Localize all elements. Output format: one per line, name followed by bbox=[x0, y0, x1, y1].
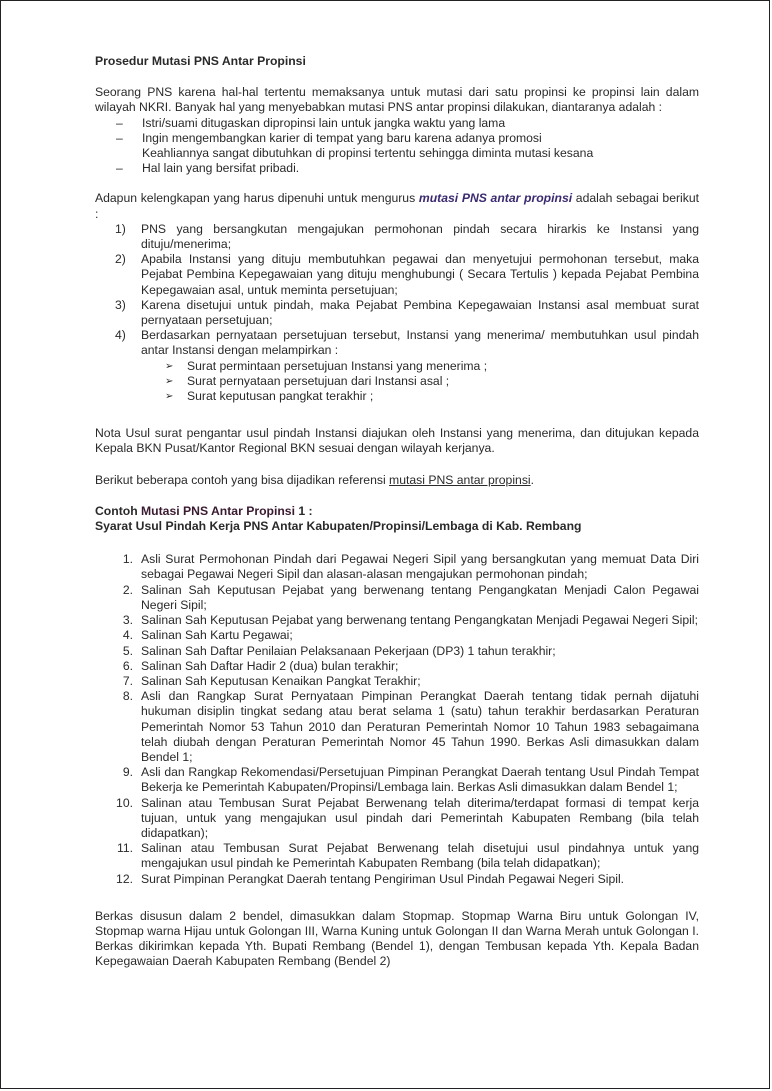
dash-bullet: – bbox=[116, 161, 123, 176]
arrow-bullet-icon: ➢ bbox=[165, 375, 174, 387]
list-item-text: Asli dan Rangkap Surat Pernyataan Pimpinan Perangkat Daerah tentang tidak pernah dijatuhi hukuman disiplin tingkat sedang atau berat selama 1 (satu) tahun terakhir berdasarkan Peraturan Pemerintah Nomor 53 Tahun 2010 dan Peraturan Pemerintah Nomor 10 Tahun 1983 sebagaimana telah diubah dengan Peraturan Pemerintah Nomor 45 Tahun 1990. Berkas Asli dimasukkan dalam Bendel 1; bbox=[141, 689, 699, 764]
list-item bbox=[115, 628, 699, 643]
step-number: 4) bbox=[115, 328, 126, 343]
item-number: 7. bbox=[122, 673, 133, 688]
list-item bbox=[165, 374, 699, 389]
list-item-text: Salinan atau Tembusan Surat Pejabat Berwenang telah disetujui usul pindahnya untuk yang mengajukan usul pindah ke Pemerintah Kabupaten Rembang (bila telah didapatkan); bbox=[141, 841, 699, 871]
syarat-title: Syarat Usul Pindah Kerja PNS Antar Kabupaten/Propinsi/Lembaga di Kab. Rembang bbox=[95, 519, 582, 534]
reasons-list bbox=[95, 116, 699, 177]
list-item-text: Salinan Sah Daftar Hadir 2 (dua) bulan terakhir; bbox=[141, 658, 399, 673]
item-number: 10. bbox=[116, 795, 133, 810]
item-number: 5. bbox=[122, 643, 133, 658]
list-item bbox=[116, 161, 699, 176]
kelengkapan-text-end: adalah sebagai berikut : bbox=[95, 191, 700, 221]
list-item-text: Apabila Instansi yang dituju membutuhkan pegawai dan menyetujui permohonan tersebut, maka Pejabat Pembina Kepegawaian yang dituju menghubungi ( Secara Tertulis ) kepada Pejabat Pembina Kepegawaian asal, untuk meminta persetujuan; bbox=[141, 252, 699, 297]
list-item-text: Keahliannya sangat dibutuhkan di propinsi tertentu sehingga diminta mutasi kesana bbox=[142, 146, 594, 161]
item-number: 6. bbox=[122, 658, 133, 673]
attachments-list bbox=[95, 359, 699, 405]
list-item-text: Karena disetujui untuk pindah, maka Pejabat Pembina Kepegawaian Instansi asal membuat surat pernyataan persetujuan; bbox=[141, 297, 699, 328]
item-number: 12. bbox=[116, 871, 133, 886]
intro-paragraph: Seorang PNS karena hal-hal tertentu memaksanya untuk mutasi dari satu propinsi ke propinsi lain dalam wilayah NKRI. Banyak hal yang menyebabkan mutasi PNS antar propinsi dilakukan, diantaranya adalah : bbox=[95, 85, 699, 115]
step-number: 2) bbox=[115, 252, 126, 267]
contoh-prefix: Contoh bbox=[95, 503, 138, 518]
list-item-text: Ingin mengembangkan karier di tempat yang baru karena adanya promosi bbox=[142, 130, 542, 145]
step-number: 3) bbox=[115, 297, 126, 312]
list-item bbox=[115, 872, 699, 887]
list-item bbox=[115, 328, 699, 358]
item-number: 3. bbox=[122, 613, 133, 628]
steps-list bbox=[95, 222, 699, 359]
list-item bbox=[165, 359, 699, 374]
list-item-text: Surat pernyataan persetujuan dari Instansi asal ; bbox=[187, 373, 450, 388]
item-number: 11. bbox=[116, 841, 133, 856]
item-number: 1. bbox=[122, 552, 133, 567]
dash-bullet: – bbox=[116, 115, 123, 130]
closing-paragraph: Berkas disusun dalam 2 bendel, dimasukkan dalam Stopmap. Stopmap Warna Biru untuk Golongan IV, Stopmap warna Hijau untuk Golongan III, Warna Kuning untuk Golongan II dan Warna Merah untuk Golongan I. Berkas dikirimkan kepada Yth. Bupati Rembang (Bendel 1), dengan Tembusan kepada Yth. Kepala Badan Kepegawaian Daerah Kabupaten Rembang (Bendel 2) bbox=[95, 908, 699, 969]
list-item bbox=[115, 659, 699, 674]
list-item-text: Asli dan Rangkap Rekomendasi/Persetujuan Pimpinan Perangkat Daerah tentang Usul Pindah Tempat Bekerja ke Pemerintah Kabupaten/Propinsi/Lembaga lain. Berkas Asli dimasukkan dalam Bendel 1; bbox=[141, 765, 699, 795]
list-item bbox=[115, 552, 699, 582]
list-item bbox=[116, 116, 699, 131]
document-title: Prosedur Mutasi PNS Antar Propinsi bbox=[95, 54, 306, 68]
item-number: 2. bbox=[122, 582, 133, 597]
step-number: 1) bbox=[115, 221, 126, 236]
highlight-link[interactable]: mutasi PNS antar propinsi bbox=[418, 191, 573, 206]
list-item-text: Surat Pimpinan Perangkat Daerah tentang Pengiriman Usul Pindah Pegawai Negeri Sipil. bbox=[141, 871, 625, 886]
list-item bbox=[116, 131, 699, 146]
reference-text: Berikut beberapa contoh yang bisa dijadikan referensi bbox=[95, 472, 386, 487]
list-item-text: Salinan Sah Daftar Penilaian Pelaksanaan Pekerjaan (DP3) 1 tahun terakhir; bbox=[141, 643, 556, 658]
list-item bbox=[115, 613, 699, 628]
list-item bbox=[115, 644, 699, 659]
contoh-emphasis: Mutasi PNS Antar Propinsi bbox=[141, 503, 295, 518]
contoh-suffix: 1 : bbox=[298, 503, 313, 518]
list-item bbox=[115, 252, 699, 298]
list-item-text: Salinan Sah Keputusan Pejabat yang berwenang tentang Pengangkatan Menjadi Calon Pegawai Negeri Sipil; bbox=[141, 582, 699, 612]
reference-text-end: . bbox=[530, 472, 535, 487]
list-item-text: PNS yang bersangkutan mengajukan permohonan pindah secara hirarkis ke Instansi yang dituju/menerima; bbox=[141, 221, 699, 252]
list-item bbox=[115, 583, 699, 613]
list-item bbox=[115, 841, 699, 871]
item-number: 8. bbox=[122, 689, 133, 704]
list-item bbox=[115, 689, 699, 765]
list-item bbox=[115, 674, 699, 689]
list-item-text: Salinan Sah Keputusan Kenaikan Pangkat Terakhir; bbox=[141, 673, 421, 688]
list-item-text: Istri/suami ditugaskan dipropinsi lain untuk jangka waktu yang lama bbox=[142, 115, 506, 130]
list-item-text: Salinan atau Tembusan Surat Pejabat Berwenang telah diterima/terdapat formasi di tempat kerja tujuan, untuk yang mengajukan usul pindah dari Pemerintah Kabupaten Rembang (bila telah didapatkan); bbox=[141, 795, 699, 840]
list-item-text: Surat keputusan pangkat terakhir ; bbox=[187, 389, 374, 404]
list-item-text: Salinan Sah Keputusan Pejabat yang berwenang tentang Pengangkatan Menjadi Pegawai Negeri Sipil; bbox=[141, 613, 698, 628]
kelengkapan-text: Adapun kelengkapan yang harus dipenuhi untuk mengurus bbox=[95, 191, 416, 206]
list-item-text: Hal lain yang bersifat pribadi. bbox=[142, 161, 300, 176]
arrow-bullet-icon: ➢ bbox=[165, 360, 174, 372]
contoh-heading bbox=[95, 504, 699, 519]
kelengkapan-paragraph bbox=[95, 191, 699, 221]
list-item bbox=[115, 796, 699, 842]
item-number: 4. bbox=[122, 628, 133, 643]
arrow-bullet-icon: ➢ bbox=[165, 391, 174, 403]
reference-link[interactable]: mutasi PNS antar propinsi bbox=[389, 472, 531, 487]
item-number: 9. bbox=[122, 765, 133, 780]
list-item bbox=[115, 222, 699, 252]
list-item bbox=[165, 389, 699, 404]
list-item bbox=[116, 146, 699, 161]
list-item-text: Asli Surat Permohonan Pindah dari Pegawai Negeri Sipil yang bersangkutan yang memuat Data Diri sebagai Pegawai Negeri Sipil dan alasan-alasan mengajukan permohonan pindah; bbox=[141, 552, 699, 582]
reference-paragraph bbox=[95, 473, 699, 488]
nota-paragraph: Nota Usul surat pengantar usul pindah Instansi diajukan oleh Instansi yang menerima, dan ditujukan kepada Kepala BKN Pusat/Kantor Regional BKN sesuai dengan wilayah kerjanya. bbox=[95, 426, 699, 456]
list-item-text: Surat permintaan persetujuan Instansi yang menerima ; bbox=[187, 358, 488, 373]
document-body bbox=[95, 54, 699, 970]
dash-bullet: – bbox=[116, 130, 123, 145]
requirements-list bbox=[95, 552, 699, 886]
list-item-text: Salinan Sah Kartu Pegawai; bbox=[141, 628, 293, 643]
list-item bbox=[115, 765, 699, 795]
list-item bbox=[115, 298, 699, 328]
list-item-text: Berdasarkan pernyataan persetujuan tersebut, Instansi yang menerima/ membutuhkan usul pindah antar Instansi dengan melampirkan : bbox=[141, 328, 699, 358]
